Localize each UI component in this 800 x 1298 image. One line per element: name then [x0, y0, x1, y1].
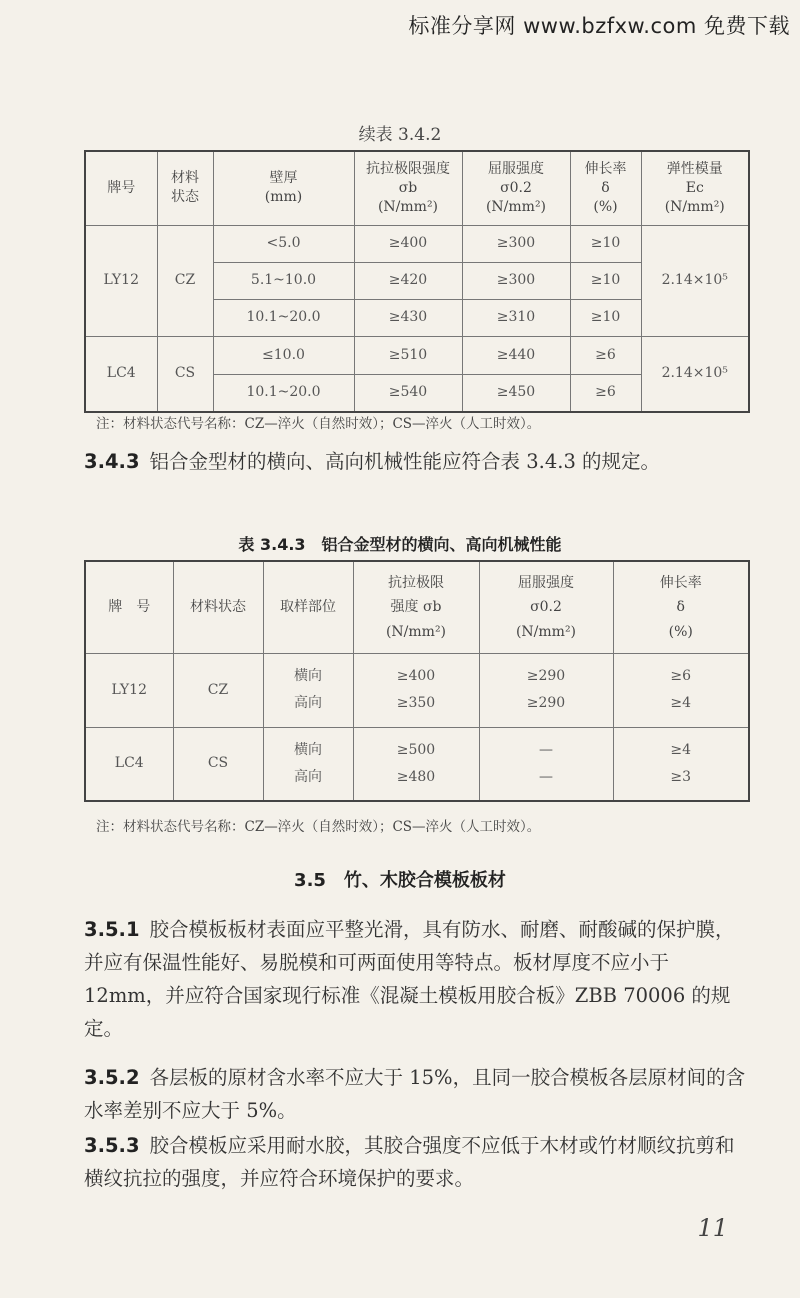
- clause-number: 3.5.1: [84, 918, 140, 941]
- clause-number: 3.4.3: [84, 450, 140, 473]
- cell-yield: ≥450: [462, 374, 570, 412]
- clause-text: 胶合模板板材表面应平整光滑，具有防水、耐磨、耐酸碱的保护膜，并应有保温性能好、易脱模和可两面使用等特点。板材厚度不应小于 12mm，并应符合国家现行标准《混凝土模板用胶合板》ZBB 70006 的规定。: [84, 918, 735, 1040]
- table-row: [85, 336, 749, 374]
- cell-position: 横向 高向: [263, 653, 353, 727]
- cell-elongation: ≥10: [570, 262, 641, 299]
- header-grade: 牌号: [85, 151, 157, 225]
- table1: [84, 150, 750, 413]
- cell-yield: ≥300: [462, 262, 570, 299]
- cell-grade: LC4: [85, 336, 157, 412]
- cell-elongation: ≥10: [570, 225, 641, 262]
- cell-tensile: ≥510: [354, 336, 462, 374]
- cell-thickness: ≤10.0: [213, 336, 354, 374]
- cell-tensile: ≥430: [354, 299, 462, 336]
- cell-state: CZ: [157, 225, 213, 336]
- header-thickness: 壁厚 (mm): [213, 151, 354, 225]
- header-tensile: 抗拉极限 强度 σb (N/mm²): [353, 561, 479, 653]
- cell-elongation: ≥6: [570, 374, 641, 412]
- section-heading: 3.5 竹、木胶合模板板材: [294, 870, 506, 891]
- cell-grade: LC4: [85, 727, 173, 801]
- cell-elongation: ≥6: [570, 336, 641, 374]
- cell-modulus: 2.14×10⁵: [641, 336, 749, 412]
- cell-state: CZ: [173, 653, 263, 727]
- header-tensile: 抗拉极限强度 σb (N/mm²): [354, 151, 462, 225]
- clause-3-5-1: [84, 913, 750, 1045]
- cell-yield: ≥440: [462, 336, 570, 374]
- table1-note: 注：材料状态代号名称：CZ—淬火（自然时效）；CS—淬火（人工时效）。: [96, 416, 541, 432]
- header-elongation: 伸长率 δ (%): [613, 561, 749, 653]
- header-state: 材料状态: [173, 561, 263, 653]
- cell-tensile: ≥540: [354, 374, 462, 412]
- cell-yield: ≥300: [462, 225, 570, 262]
- cell-elongation: ≥6 ≥4: [613, 653, 749, 727]
- cell-yield: ≥310: [462, 299, 570, 336]
- header-elongation: 伸长率 δ (%): [570, 151, 641, 225]
- cell-position: 横向 高向: [263, 727, 353, 801]
- cell-elongation: ≥4 ≥3: [613, 727, 749, 801]
- table2-header-row: [85, 561, 749, 653]
- table2-caption: 表 3.4.3 铝合金型材的横向、高向机械性能: [238, 535, 562, 554]
- header-grade: 牌 号: [85, 561, 173, 653]
- cell-state: CS: [173, 727, 263, 801]
- page-number: 11: [697, 1214, 728, 1242]
- cell-thickness: 10.1~20.0: [213, 374, 354, 412]
- cell-tensile: ≥500 ≥480: [353, 727, 479, 801]
- cell-state: CS: [157, 336, 213, 412]
- clause-3-5-3: [84, 1129, 750, 1195]
- cell-thickness: <5.0: [213, 225, 354, 262]
- table2: [84, 560, 750, 802]
- table-row: [85, 225, 749, 262]
- table-row: [85, 727, 749, 801]
- clause-3-4-3: [84, 445, 750, 478]
- cell-yield: — —: [479, 727, 613, 801]
- header-state: 材料 状态: [157, 151, 213, 225]
- cell-tensile: ≥420: [354, 262, 462, 299]
- header-yield: 屈服强度 σ0.2 (N/mm²): [479, 561, 613, 653]
- clause-number: 3.5.3: [84, 1134, 140, 1157]
- cell-thickness: 10.1~20.0: [213, 299, 354, 336]
- cell-grade: LY12: [85, 653, 173, 727]
- table2-note: 注：材料状态代号名称：CZ—淬火（自然时效）；CS—淬火（人工时效）。: [96, 819, 541, 835]
- table1-caption: 续表 3.4.2: [358, 125, 442, 145]
- header-modulus: 弹性模量 Ec (N/mm²): [641, 151, 749, 225]
- watermark: 标准分享网 www.bzfxw.com 免费下载: [408, 14, 790, 38]
- clause-text: 各层板的原材含水率不应大于 15%，且同一胶合模板各层原材间的含水率差别不应大于 5%。: [84, 1066, 746, 1122]
- cell-yield: ≥290 ≥290: [479, 653, 613, 727]
- cell-tensile: ≥400 ≥350: [353, 653, 479, 727]
- cell-elongation: ≥10: [570, 299, 641, 336]
- header-position: 取样部位: [263, 561, 353, 653]
- clause-3-5-2: [84, 1061, 750, 1127]
- cell-tensile: ≥400: [354, 225, 462, 262]
- table-row: [85, 653, 749, 727]
- clause-text: 铝合金型材的横向、高向机械性能应符合表 3.4.3 的规定。: [149, 450, 661, 473]
- table1-header-row: [85, 151, 749, 225]
- cell-grade: LY12: [85, 225, 157, 336]
- header-yield: 屈服强度 σ0.2 (N/mm²): [462, 151, 570, 225]
- cell-modulus: 2.14×10⁵: [641, 225, 749, 336]
- clause-number: 3.5.2: [84, 1066, 140, 1089]
- cell-thickness: 5.1~10.0: [213, 262, 354, 299]
- clause-text: 胶合模板应采用耐水胶，其胶合强度不应低于木材或竹材顺纹抗剪和横纹抗拉的强度，并应符合环境保护的要求。: [84, 1134, 735, 1190]
